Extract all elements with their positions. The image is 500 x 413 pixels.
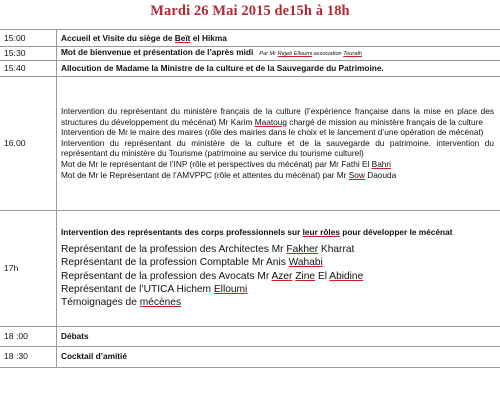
list-item	[61, 270, 494, 283]
proper-name: Abidine	[329, 270, 364, 282]
proper-name: Tourath	[343, 51, 362, 57]
proper-name: Fakher	[286, 244, 319, 256]
text-run: Représentant de la profession des Avocats Mr	[61, 270, 272, 282]
activity-cell	[57, 326, 500, 346]
text-run: Kharrat	[318, 244, 355, 256]
text-run: Cocktail d’amitié	[61, 351, 127, 362]
intervention-paragraph	[61, 138, 494, 159]
proper-name: Rejeb Elloumi	[277, 51, 313, 57]
text-run: Intervention de Mr le maire des maires (rôle des mairies dans le choix et le lancement d’une opération de mécénat)	[61, 127, 484, 138]
activity-cell	[57, 60, 500, 76]
list-item	[61, 256, 494, 269]
proper-name: Maatoug	[254, 116, 287, 127]
text-run: Allocution de Madame la Ministre de la culture et de la Sauvegarde du Patrimoine.	[61, 62, 384, 73]
intervention-paragraph	[61, 127, 494, 138]
proper-name: Sow	[348, 169, 365, 180]
proper-name: Wahabi	[288, 257, 323, 269]
page-title: Mardi 26 Mai 2015 de15h à 18h	[150, 3, 350, 19]
text-run: association	[312, 51, 344, 57]
proper-name: leur rôles	[302, 226, 340, 237]
time-cell: 18 :00	[0, 326, 57, 346]
schedule-table	[0, 29, 500, 368]
proper-name: Bahri	[371, 158, 392, 169]
activity-cell	[57, 346, 500, 367]
text-run: Par Mr	[259, 51, 278, 57]
text-run: Représentant de la profession des Architectes Mr	[61, 244, 287, 256]
text-run: Intervention du représentant du ministère de la culture et de la sauvegarde du patrimoine. intervention du représentant du ministère du Tourisme (patrimoine au service du tourisme culturel)	[61, 137, 494, 159]
list-item	[61, 296, 494, 309]
table-row	[0, 60, 500, 76]
proper-name: Elloumi	[213, 284, 248, 296]
activity-cell	[57, 76, 500, 210]
table-row	[0, 76, 500, 210]
time-cell: 15:40	[0, 60, 57, 76]
activity-cell	[57, 210, 500, 326]
table-row	[0, 326, 500, 346]
text-run: Intervention du représentant du ministère français de la culture (l’expérience française dans la mise en place des structures du développement du mécénat) Mr Karim	[61, 106, 494, 127]
intervention-paragraph	[61, 159, 494, 170]
text-run: Mot de bienvenue et présentation de l’après midi	[61, 47, 254, 57]
proper-name: Azer	[271, 270, 293, 282]
text-run: Mot de Mr le Représentant de l’AMVPPC (rôle et attentes du mécénat) par Mr	[61, 169, 349, 180]
list-item	[61, 243, 494, 256]
speaker-note	[259, 51, 362, 57]
text-run: el Hikma	[190, 32, 227, 43]
text-run: chargé de mission au ministère français de la culture	[286, 116, 483, 127]
activity-cell	[57, 47, 500, 61]
activity-title	[61, 47, 253, 57]
proper-name: Zine	[295, 270, 316, 282]
proper-name: Beït	[174, 32, 191, 43]
intervention-paragraph	[61, 106, 494, 127]
table-row	[0, 30, 500, 47]
text-run: El	[315, 270, 330, 282]
time-cell: 16.00	[0, 76, 57, 210]
time-cell: 18 :30	[0, 346, 57, 367]
text-run: Mot de Mr le représentant de l’INP (rôle et perspectives du mécénat) par Mr Fathi El	[61, 158, 372, 169]
intervention-paragraph	[61, 170, 494, 181]
proper-name: mécènes	[139, 297, 182, 309]
list-item	[61, 283, 494, 296]
text-run: Daouda	[364, 169, 397, 180]
table-row	[0, 346, 500, 367]
table-row	[0, 47, 500, 61]
activity-cell	[57, 30, 500, 47]
text-run: Représentant de la profession Comptable Mr Anis	[61, 257, 289, 269]
text-run: pour développer le mécénat	[339, 226, 453, 237]
text-run: Témoignages de	[61, 297, 140, 309]
activity-heading	[61, 227, 494, 238]
time-cell: 15:00	[0, 30, 57, 47]
text-run: Débats	[61, 330, 89, 341]
time-cell: 17h	[0, 210, 57, 326]
text-run: Représentant de l’UTICA Hichem	[61, 284, 214, 296]
table-row	[0, 210, 500, 326]
time-cell: 15:30	[0, 47, 57, 61]
text-run: Intervention des représentants des corps professionnels sur	[61, 226, 303, 237]
text-run: Accueil et Visite du siège de	[61, 32, 175, 43]
